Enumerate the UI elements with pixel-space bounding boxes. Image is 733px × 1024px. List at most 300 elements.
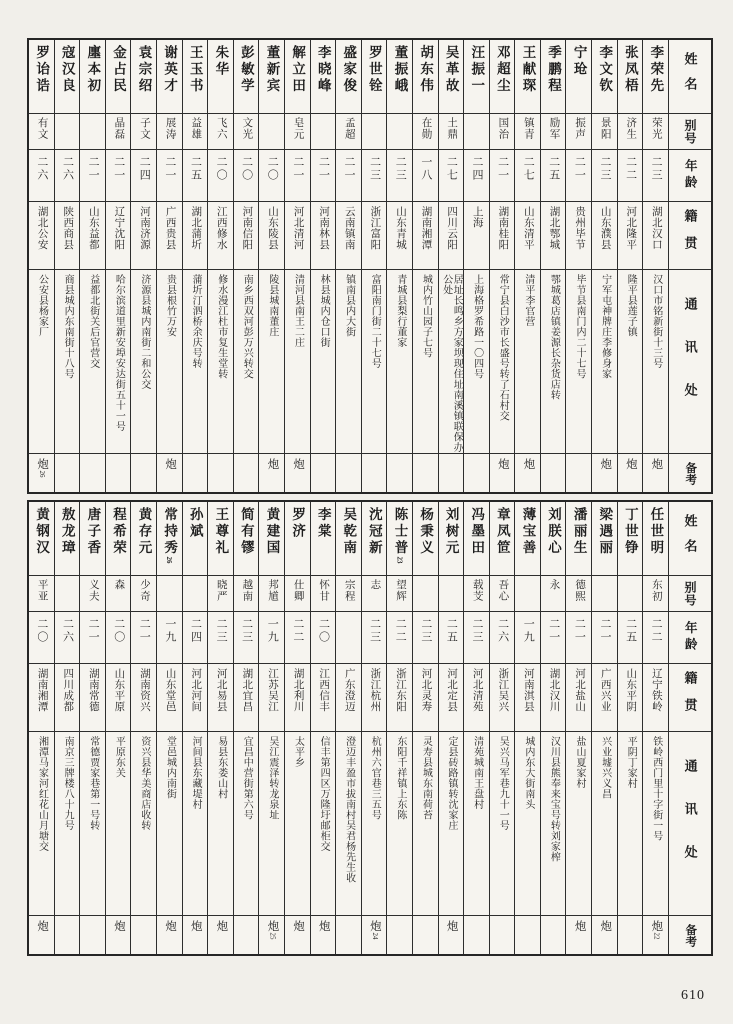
remark-cell (464, 916, 489, 954)
remark-cell-text: 炮24 (368, 920, 381, 940)
origin-cell (618, 664, 643, 732)
age-cell-text: 二二 (394, 618, 407, 644)
age-cell (439, 612, 464, 664)
alias-cell-text: 镇青 (522, 117, 534, 140)
name-cell-text: 王玉书 (187, 45, 203, 95)
name-cell-text: 罗济 (290, 507, 306, 540)
origin-cell-text: 山东平阴 (625, 668, 637, 712)
address-cell (259, 270, 284, 454)
origin-cell (413, 202, 438, 270)
origin-cell (208, 664, 233, 732)
address-cell-text: 宁军屯神牌庄李修身家 (599, 274, 611, 379)
entry-column (618, 502, 644, 954)
address-cell-text: 澄迈丰盈市拔南村吴君杨先生收 (343, 736, 355, 883)
age-cell (157, 612, 182, 664)
alias-cell (566, 576, 591, 612)
origin-cell (541, 202, 566, 270)
name-cell (515, 40, 540, 114)
origin-cell (592, 202, 617, 270)
footnote-number: 22 (652, 932, 661, 940)
origin-cell-text: 上海 (471, 206, 483, 228)
alias-cell-text: 有文 (36, 117, 48, 140)
origin-cell-text: 广西贵县 (164, 206, 176, 250)
age-cell (183, 612, 208, 664)
remark-cell (515, 454, 540, 492)
age-cell (234, 150, 259, 202)
entry-column (490, 40, 516, 492)
entry-column (157, 40, 183, 492)
origin-cell-text: 贵州毕节 (574, 206, 586, 250)
address-cell-text: 易县东娄山村 (215, 736, 227, 799)
alias-cell-text: 孟超 (343, 117, 355, 140)
alias-cell (643, 114, 668, 150)
origin-cell (259, 664, 284, 732)
remark-cell-text: 炮 (112, 920, 125, 933)
address-cell (80, 732, 105, 916)
entry-column (183, 502, 209, 954)
name-cell-text: 汪振一 (469, 45, 485, 95)
alias-cell-text: 仕卿 (292, 579, 304, 602)
age-cell-text: 一九 (163, 618, 176, 644)
row-header-age (669, 612, 711, 664)
address-cell (157, 732, 182, 916)
address-cell-text: 富阳南门街二十七号 (369, 274, 381, 369)
address-cell (618, 270, 643, 454)
name-cell (618, 40, 643, 114)
row-header-address (669, 270, 711, 454)
age-cell (413, 150, 438, 202)
age-cell-text: 二三 (368, 156, 381, 182)
address-cell (131, 270, 156, 454)
name-cell-text: 朱华 (213, 45, 229, 78)
address-cell-text: 南京三牌楼八十九号 (62, 736, 74, 831)
name-cell (157, 40, 182, 114)
address-cell-text: 河间县东藏堤村 (190, 736, 202, 810)
origin-cell-text: 江西信丰 (318, 668, 330, 712)
alias-cell-text: 望辉 (394, 579, 406, 602)
origin-cell (413, 664, 438, 732)
name-cell (592, 502, 617, 576)
age-cell-text: 二三 (215, 618, 228, 644)
origin-cell (29, 664, 54, 732)
address-cell (183, 270, 208, 454)
address-cell-text: 常德贾家巷第一号转 (87, 736, 99, 831)
name-cell-text: 季鹏程 (546, 45, 562, 95)
remark-cell-text: 炮 (189, 920, 202, 933)
name-cell (80, 40, 105, 114)
age-cell-text: 二一 (343, 156, 356, 182)
origin-cell-text: 浙江富阳 (369, 206, 381, 250)
address-cell (387, 732, 412, 916)
age-cell (490, 612, 515, 664)
row-header-origin (669, 664, 711, 732)
origin-cell (643, 202, 668, 270)
age-cell (439, 150, 464, 202)
remark-cell-text: 炮 (292, 458, 305, 471)
origin-cell-text: 河北清苑 (471, 668, 483, 712)
alias-cell (490, 576, 515, 612)
address-cell-text: 上海格罗希路一〇四号 (471, 274, 483, 379)
alias-cell (362, 576, 387, 612)
footnote-number: 23 (395, 556, 404, 564)
address-cell-text: 信丰第四区万隆圩邮柜交 (318, 736, 330, 852)
name-cell-text: 沈冠新 (366, 507, 382, 557)
origin-cell-text: 湖南桂阳 (497, 206, 509, 250)
age-cell (464, 150, 489, 202)
address-cell-text: 商县城内东南街十八号 (62, 274, 74, 379)
age-cell-text: 二二 (291, 618, 304, 644)
alias-cell-text: 少奇 (139, 579, 151, 602)
origin-cell (336, 202, 361, 270)
origin-cell (592, 664, 617, 732)
row-header-address-text: 通讯处 (682, 297, 698, 426)
origin-cell-text: 湖北公安 (36, 206, 48, 250)
alias-cell (183, 114, 208, 150)
name-cell-text: 刘朕心 (546, 507, 562, 557)
address-cell-text: 宜昌中营街第六号 (241, 736, 253, 820)
name-cell (643, 502, 668, 576)
name-cell (259, 502, 284, 576)
name-cell-text: 谢英才 (162, 45, 178, 95)
remark-cell (183, 916, 208, 954)
age-cell-text: 一九 (266, 618, 279, 644)
alias-cell-text: 森 (113, 579, 125, 591)
address-cell-text: 汉川县熊奉来宝号转刘家榨 (548, 736, 560, 862)
address-cell (439, 270, 464, 454)
alias-cell (387, 114, 412, 150)
alias-cell (285, 576, 310, 612)
remark-cell (157, 454, 182, 492)
remark-cell-text: 炮 (522, 458, 535, 471)
age-cell (464, 612, 489, 664)
entry-column (362, 502, 388, 954)
alias-cell (336, 114, 361, 150)
age-cell-text: 二五 (547, 156, 560, 182)
age-cell (643, 150, 668, 202)
origin-cell (464, 202, 489, 270)
entry-column (131, 502, 157, 954)
age-cell (285, 150, 310, 202)
name-cell (362, 40, 387, 114)
alias-cell-text: 益雄 (190, 117, 202, 140)
age-cell-text: 二三 (368, 618, 381, 644)
name-cell-text: 梁遇丽 (597, 507, 613, 557)
name-cell (285, 502, 310, 576)
alias-cell (618, 114, 643, 150)
origin-cell-text: 陕西商县 (62, 206, 74, 250)
age-cell (592, 612, 617, 664)
remark-cell (55, 916, 80, 954)
alias-cell-text: 德熙 (574, 579, 586, 602)
alias-cell (285, 114, 310, 150)
origin-cell-text: 河南济源 (139, 206, 151, 250)
address-cell (439, 732, 464, 916)
remark-cell (362, 916, 387, 954)
entry-column (464, 40, 490, 492)
name-cell (566, 502, 591, 576)
remark-cell (259, 916, 284, 954)
age-cell (311, 612, 336, 664)
age-cell (387, 612, 412, 664)
row-header-address-text: 通讯处 (682, 759, 698, 888)
alias-cell-text: 景阳 (599, 117, 611, 140)
name-cell-text: 唐子香 (85, 507, 101, 557)
remark-cell-text: 炮 (215, 920, 228, 933)
remark-cell (541, 454, 566, 492)
entry-column (618, 40, 644, 492)
directory-table-bottom (27, 500, 713, 956)
address-cell (490, 732, 515, 916)
alias-cell (234, 576, 259, 612)
alias-cell (336, 576, 361, 612)
age-cell-text: 二三 (394, 156, 407, 182)
age-cell (208, 612, 233, 664)
directory-table-top (27, 38, 713, 494)
row-header-age-text: 年龄 (683, 159, 698, 192)
address-cell-text: 城内竹山园子七号 (420, 274, 432, 358)
address-cell (285, 270, 310, 454)
age-cell-text: 二二 (624, 156, 637, 182)
address-cell-text: 隆平县莲子镇 (625, 274, 637, 337)
origin-cell (131, 664, 156, 732)
entry-column (208, 502, 234, 954)
origin-cell (234, 202, 259, 270)
remark-cell-text: 炮22 (650, 920, 663, 940)
age-cell (413, 612, 438, 664)
name-cell-text: 简有镠 (238, 507, 254, 557)
origin-cell-text: 湖南湘潭 (36, 668, 48, 712)
origin-cell (183, 664, 208, 732)
age-cell-text: 二〇 (240, 156, 253, 182)
age-cell-text: 二四 (189, 618, 202, 644)
footnote-number: 26 (38, 470, 47, 478)
address-cell-text: 平阴丁家村 (625, 736, 637, 789)
entry-column (413, 40, 439, 492)
origin-cell (285, 664, 310, 732)
address-cell-text: 贵县根竹万安 (164, 274, 176, 337)
row-header-origin-text: 籍贯 (682, 208, 698, 263)
footnote-number: 25 (268, 932, 277, 940)
address-cell-text: 堂邑城内南街 (164, 736, 176, 799)
name-cell (362, 502, 387, 576)
age-cell-text: 二一 (573, 618, 586, 644)
alias-cell (183, 576, 208, 612)
name-cell-text: 李晓峰 (315, 45, 331, 95)
address-cell-text: 毕节县南门内二十七号 (574, 274, 586, 379)
entry-column (259, 40, 285, 492)
remark-cell (234, 916, 259, 954)
remark-cell (643, 916, 668, 954)
name-cell (618, 502, 643, 576)
origin-cell-text: 浙江东阳 (394, 668, 406, 712)
address-cell (234, 270, 259, 454)
age-cell (541, 612, 566, 664)
origin-cell-text: 河北灵寿 (420, 668, 432, 712)
alias-cell (566, 114, 591, 150)
name-cell-text: 解立田 (290, 45, 306, 95)
origin-cell-text: 河北定县 (446, 668, 458, 712)
address-cell (464, 732, 489, 916)
address-cell-text: 居址长鸣乡方家坝现住址南溪镇联保办公处 (440, 274, 463, 453)
entry-column (541, 40, 567, 492)
origin-cell-text: 辽宁铁岭 (650, 668, 662, 712)
name-cell-text: 李荣先 (648, 45, 664, 95)
address-cell-text: 哈尔滨道里新安埠安达街五十一号 (113, 274, 125, 432)
name-cell (387, 40, 412, 114)
remark-cell (29, 916, 54, 954)
remark-cell-text: 炮 (496, 458, 509, 471)
footnote-number: 26 (165, 556, 174, 564)
alias-cell (464, 114, 489, 150)
origin-cell-text: 湖北汉口 (650, 206, 662, 250)
age-cell (515, 150, 540, 202)
entry-column (106, 502, 132, 954)
alias-cell-text: 志 (369, 579, 381, 591)
row-header-alias (669, 114, 711, 150)
age-cell (362, 612, 387, 664)
name-cell-text: 李棠 (315, 507, 331, 540)
alias-cell-text: 载芠 (471, 579, 483, 602)
age-cell (106, 612, 131, 664)
entry-column (387, 40, 413, 492)
remark-cell (183, 454, 208, 492)
address-cell (80, 270, 105, 454)
age-cell (183, 150, 208, 202)
name-cell-text: 黄存元 (136, 507, 152, 557)
name-cell (490, 502, 515, 576)
remark-cell-text: 炮 (650, 458, 663, 471)
page-number: 610 (681, 988, 705, 1003)
age-cell-text: 二四 (471, 156, 483, 182)
alias-cell-text: 越南 (241, 579, 253, 602)
remark-cell (566, 916, 591, 954)
address-cell (387, 270, 412, 454)
remark-cell (439, 916, 464, 954)
address-cell (234, 732, 259, 916)
alias-cell-text: 平亚 (36, 579, 48, 602)
name-cell-text: 张凤梧 (622, 45, 638, 95)
alias-cell-text: 永 (548, 579, 560, 591)
address-cell-text: 湘潭马家河红花山月塘交 (36, 736, 48, 852)
entry-column (515, 502, 541, 954)
alias-cell-text: 怀甘 (318, 579, 330, 602)
age-cell-text: 二六 (35, 156, 48, 182)
entry-column (55, 502, 81, 954)
alias-cell (413, 576, 438, 612)
address-cell (362, 270, 387, 454)
name-cell (464, 40, 489, 114)
age-cell-text: 一八 (419, 156, 432, 182)
address-cell (285, 732, 310, 916)
remark-cell (336, 916, 361, 954)
scanned-page (27, 38, 713, 962)
row-header-remark (669, 454, 711, 492)
name-cell-text: 盛家俊 (341, 45, 357, 95)
origin-cell-text: 山东青城 (394, 206, 406, 250)
alias-cell (106, 576, 131, 612)
remark-cell-text: 炮 (624, 458, 637, 471)
age-cell-text: 二〇 (266, 156, 279, 182)
name-cell-text: 王献琛 (520, 45, 536, 95)
remark-cell-text: 炮 (445, 920, 458, 933)
age-cell-text: 二七 (445, 156, 458, 182)
alias-cell-text: 吾心 (497, 579, 509, 602)
entry-column (208, 40, 234, 492)
entry-column (592, 40, 618, 492)
address-cell (515, 732, 540, 916)
row-header-address (669, 732, 711, 916)
address-cell (413, 732, 438, 916)
alias-cell (362, 114, 387, 150)
remark-cell-text: 炮 (266, 458, 279, 471)
alias-cell-text: 皂元 (292, 117, 304, 140)
address-cell (643, 270, 668, 454)
address-cell (592, 270, 617, 454)
name-cell (259, 40, 284, 114)
age-cell-text: 一九 (522, 618, 535, 644)
alias-cell (439, 114, 464, 150)
origin-cell (566, 202, 591, 270)
remark-cell (439, 454, 464, 492)
age-cell-text: 二六 (61, 156, 74, 182)
remark-cell-text: 炮 (36, 920, 49, 933)
remark-cell (157, 916, 182, 954)
address-cell (106, 732, 131, 916)
address-cell-text: 城内东大街南头 (522, 736, 534, 810)
remark-cell (618, 916, 643, 954)
name-cell (183, 40, 208, 114)
name-cell (131, 502, 156, 576)
origin-cell-text: 山东益都 (87, 206, 99, 250)
address-cell-text: 东阳千祥镇上东陈 (394, 736, 406, 820)
origin-cell-text: 四川成都 (62, 668, 74, 712)
address-cell-text: 汉口市铭新街十三号 (650, 274, 662, 369)
remark-cell (592, 454, 617, 492)
row-header-alias-text: 别号 (682, 580, 697, 607)
age-cell-text: 二一 (163, 156, 176, 182)
name-cell-text: 吴乾南 (341, 507, 357, 557)
alias-cell-text: 子文 (139, 117, 151, 140)
remark-cell-text: 炮26 (36, 458, 49, 478)
age-cell (80, 150, 105, 202)
alias-cell (55, 114, 80, 150)
address-cell-text: 南乡西双河彭万兴转交 (241, 274, 253, 379)
alias-cell-text: 宗程 (343, 579, 355, 602)
alias-cell (131, 576, 156, 612)
alias-cell-text: 励军 (548, 117, 560, 140)
entry-column (541, 502, 567, 954)
origin-cell (311, 202, 336, 270)
origin-cell (362, 664, 387, 732)
alias-cell (29, 576, 54, 612)
origin-cell-text: 河北易县 (215, 668, 227, 712)
age-cell-text: 二一 (496, 156, 509, 182)
origin-cell (29, 202, 54, 270)
name-cell (80, 502, 105, 576)
address-cell-text: 清河县南王二庄 (292, 274, 304, 348)
age-cell (618, 150, 643, 202)
origin-cell-text: 广东澄迈 (343, 668, 355, 712)
origin-cell-text: 山东濮县 (599, 206, 611, 250)
entry-column (643, 502, 669, 954)
name-cell (208, 502, 233, 576)
name-cell (566, 40, 591, 114)
age-cell (157, 150, 182, 202)
age-cell-text: 二一 (291, 156, 304, 182)
name-cell-text: 廛本初 (85, 45, 101, 95)
remark-cell (131, 916, 156, 954)
remark-cell-text: 炮 (317, 920, 330, 933)
